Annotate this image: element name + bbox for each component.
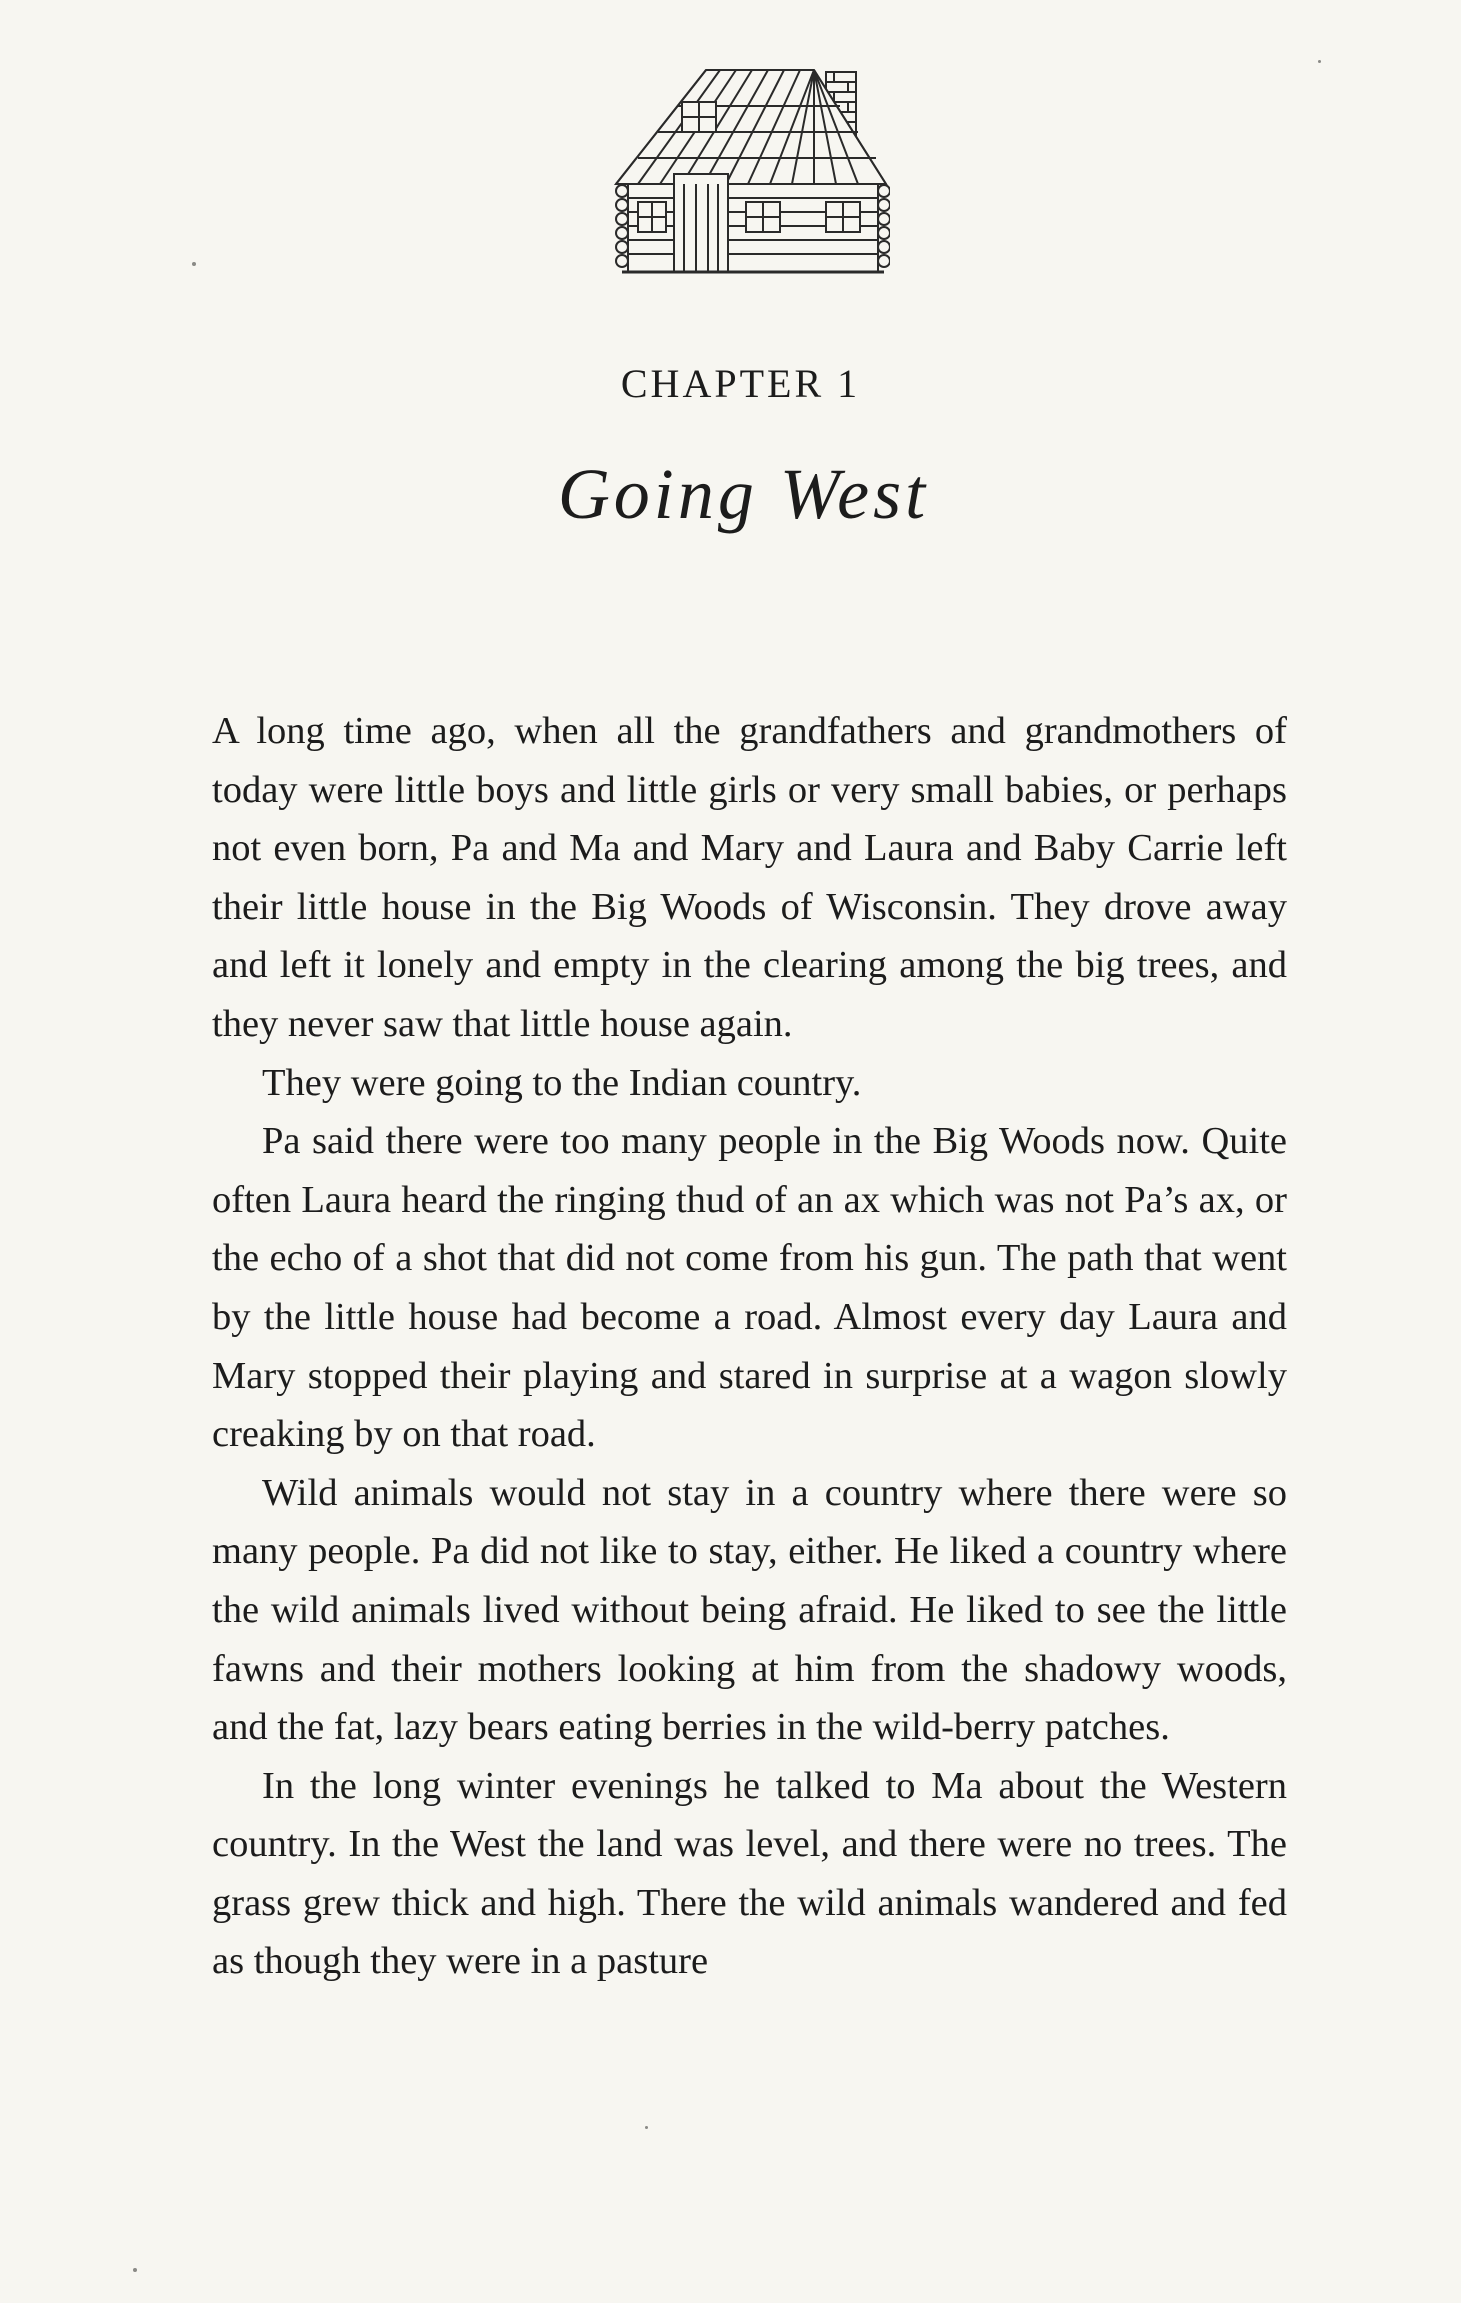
scan-speck (645, 2126, 648, 2129)
chapter-title: Going West (557, 454, 930, 534)
scan-speck (192, 262, 196, 266)
paragraph: They were going to the Indian country. (262, 1061, 862, 1104)
log-cabin-icon (608, 62, 890, 276)
chapter-number: CHAPTER 1 (620, 361, 861, 406)
scan-speck (133, 2268, 137, 2272)
scan-speck (1318, 60, 1321, 63)
paragraph: Wild animals would not stay in a country where there were so many people. Pa did not like to stay, either. He liked a country where the wild animals lived without being afraid. He liked to see the little fawns and their mothers looking at him from the shadowy woods, and the fat, lazy bears eating berries in the wild-berry patches. (212, 1471, 1287, 1749)
paragraph: A long time ago, when all the grandfathers and grandmothers of today were little boys and little girls or very small babies, or perhaps not even born, Pa and Ma and Mary and Laura and Baby Carrie left their little house in the Big Woods of Wisconsin. They drove away and left it lonely and empty in the clearing among the big trees, and they never saw that little house again. (212, 710, 1287, 1045)
paragraph: In the long winter evenings he talked to Ma about the Western country. In the West the land was level, and there were no trees. The grass grew thick and high. There the wild animals wandered and fed as though they were in a pasture (212, 1764, 1287, 1983)
chapter-body (212, 702, 1287, 1991)
paragraph: Pa said there were too many people in the Big Woods now. Quite often Laura heard the ringing thud of an ax which was not Pa’s ax, or the echo of a shot that did not come from his gun. The path that went by the little house had become a road. Almost every day Laura and Mary stopped their playing and stared in surprise at a wagon slowly creaking by on that road. (212, 1120, 1287, 1456)
